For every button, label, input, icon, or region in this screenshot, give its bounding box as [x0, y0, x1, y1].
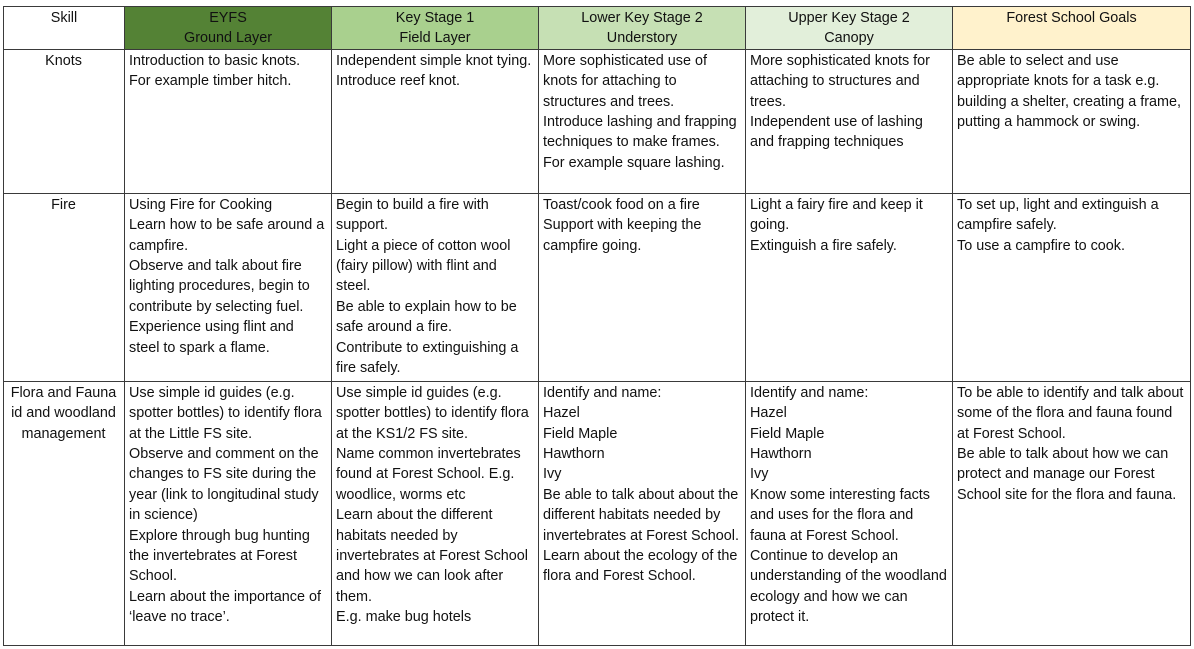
cell-line: Learn about the ecology of the flora and Forest School. — [543, 548, 738, 585]
cell-line: Be able to select and use appropriate knots for a task e.g. building a shelter, creating a frame, putting a hammock or swing. — [957, 52, 1181, 131]
cell-line: Hawthorn — [543, 446, 605, 463]
cell-line: Hazel — [543, 405, 580, 422]
cell-line: Observe and talk about fire lighting procedures, begin to contribute by selecting fuel. — [129, 258, 310, 315]
curriculum-table — [3, 6, 1191, 646]
cell-line: Ivy — [543, 466, 562, 483]
cell-line: Introduce reef knot. — [336, 73, 460, 90]
table-cell — [125, 49, 332, 193]
cell-line: Be able to talk about how we can protect and manage our Forest School site for the flora and fauna. — [957, 446, 1177, 503]
cell-line: Independent use of lashing and frapping techniques — [750, 114, 923, 151]
cell-line: Using Fire for Cooking — [129, 196, 273, 213]
cell-line: Be able to talk about about the different habitats needed by invertebrates at Forest School. — [543, 486, 739, 544]
table-cell — [125, 193, 332, 381]
skill-label: Flora and Fauna id and woodland management — [10, 384, 117, 442]
cell-line: Light a fairy fire and keep it going. — [750, 196, 923, 234]
table-cell — [953, 193, 1191, 381]
skill-cell — [4, 381, 125, 645]
header-row — [4, 7, 1191, 50]
cell-line: To be able to identify and talk about some of the flora and fauna found at Forest School. — [957, 384, 1184, 442]
header-title: Forest School Goals — [1006, 10, 1137, 26]
skill-cell — [4, 193, 125, 381]
table-cell — [953, 49, 1191, 193]
cell-line: Explore through bug hunting the invertebrates at Forest School. — [129, 527, 310, 585]
cell-line: Support with keeping the campfire going. — [543, 217, 702, 254]
table-cell — [332, 49, 539, 193]
cell-line: E.g. make bug hotels — [336, 609, 472, 626]
header-skill — [4, 7, 125, 50]
table-cell — [332, 193, 539, 381]
table-cell — [539, 381, 746, 645]
header-subtitle: Canopy — [824, 30, 874, 47]
table-cell — [332, 381, 539, 645]
table-cell — [539, 49, 746, 193]
header-subtitle: Field Layer — [399, 30, 471, 47]
skill-label: Fire — [51, 196, 76, 213]
cell-line: More sophisticated use of knots for attaching to structures and trees. — [543, 52, 707, 110]
table-cell — [746, 193, 953, 381]
header-lower-key-stage-2 — [539, 7, 746, 50]
cell-line: Continue to develop an understanding of the woodland ecology and how we can protect it. — [750, 548, 947, 626]
cell-line: For example timber hitch. — [129, 73, 292, 90]
cell-line: Toast/cook food on a fire — [543, 196, 700, 213]
cell-line: Learn about the importance of ‘leave no trace’. — [129, 588, 322, 626]
cell-line: Introduction to basic knots. — [129, 52, 301, 69]
table-row-fire — [4, 193, 1191, 381]
cell-line: Identify and name: — [750, 384, 869, 401]
cell-line: Begin to build a fire with support. — [336, 196, 489, 234]
cell-line: Use simple id guides (e.g. spotter bottles) to identify flora at the KS1/2 FS site. — [336, 384, 529, 442]
table-cell — [539, 193, 746, 381]
header-upper-key-stage-2 — [746, 7, 953, 50]
table-cell — [125, 381, 332, 645]
table-row-knots — [4, 49, 1191, 193]
cell-line: Hazel — [750, 405, 787, 422]
cell-line: Learn about the different habitats needed by invertebrates at Forest School and how we can look after them. — [336, 507, 528, 605]
cell-line: Experience using flint and steel to spark a flame. — [129, 319, 294, 356]
cell-line: To use a campfire to cook. — [957, 237, 1125, 254]
header-title: Key Stage 1 — [395, 10, 475, 26]
header-eyfs — [125, 7, 332, 50]
table-cell — [953, 381, 1191, 645]
cell-line: Independent simple knot tying. — [336, 52, 532, 69]
header-title: Lower Key Stage 2 — [581, 10, 703, 26]
cell-line: Hawthorn — [750, 446, 812, 463]
cell-line: More sophisticated knots for attaching to structures and trees. — [750, 52, 930, 110]
cell-line: Light a piece of cotton wool (fairy pillow) with flint and steel. — [336, 237, 511, 295]
header-title: EYFS — [209, 10, 247, 26]
skill-label: Knots — [45, 52, 82, 69]
cell-line: Identify and name: — [543, 384, 662, 401]
cell-line: Be able to explain how to be safe around a fire. — [336, 298, 517, 336]
cell-line: Know some interesting facts and uses for the flora and fauna at Forest School. — [750, 486, 930, 544]
cell-line: Field Maple — [750, 425, 825, 442]
header-forest-school-goals — [953, 7, 1191, 50]
header-subtitle: Understory — [606, 30, 678, 47]
cell-line: Ivy — [750, 466, 769, 483]
cell-line: Observe and comment on the changes to FS site during the year (link to longitudinal study in science) — [129, 446, 319, 524]
header-key-stage-1 — [332, 7, 539, 50]
table-row-flora-fauna — [4, 381, 1191, 645]
table-cell — [746, 381, 953, 645]
cell-line: Learn how to be safe around a campfire. — [129, 217, 325, 254]
cell-line: Introduce lashing and frapping techniques to make frames. For example square lashing. — [543, 114, 737, 171]
cell-line: Field Maple — [543, 425, 618, 442]
header-subtitle: Ground Layer — [184, 30, 272, 47]
cell-line: To set up, light and extinguish a campfire safely. — [957, 196, 1159, 234]
header-title: Upper Key Stage 2 — [788, 10, 910, 26]
header-title: Skill — [50, 10, 78, 26]
cell-line: Name common invertebrates found at Forest School. E.g. woodlice, worms etc — [336, 446, 521, 503]
table-cell — [746, 49, 953, 193]
skill-cell — [4, 49, 125, 193]
cell-line: Contribute to extinguishing a fire safely. — [336, 339, 519, 377]
cell-line: Use simple id guides (e.g. spotter bottles) to identify flora at the Little FS site. — [129, 384, 322, 442]
cell-line: Extinguish a fire safely. — [750, 237, 897, 254]
